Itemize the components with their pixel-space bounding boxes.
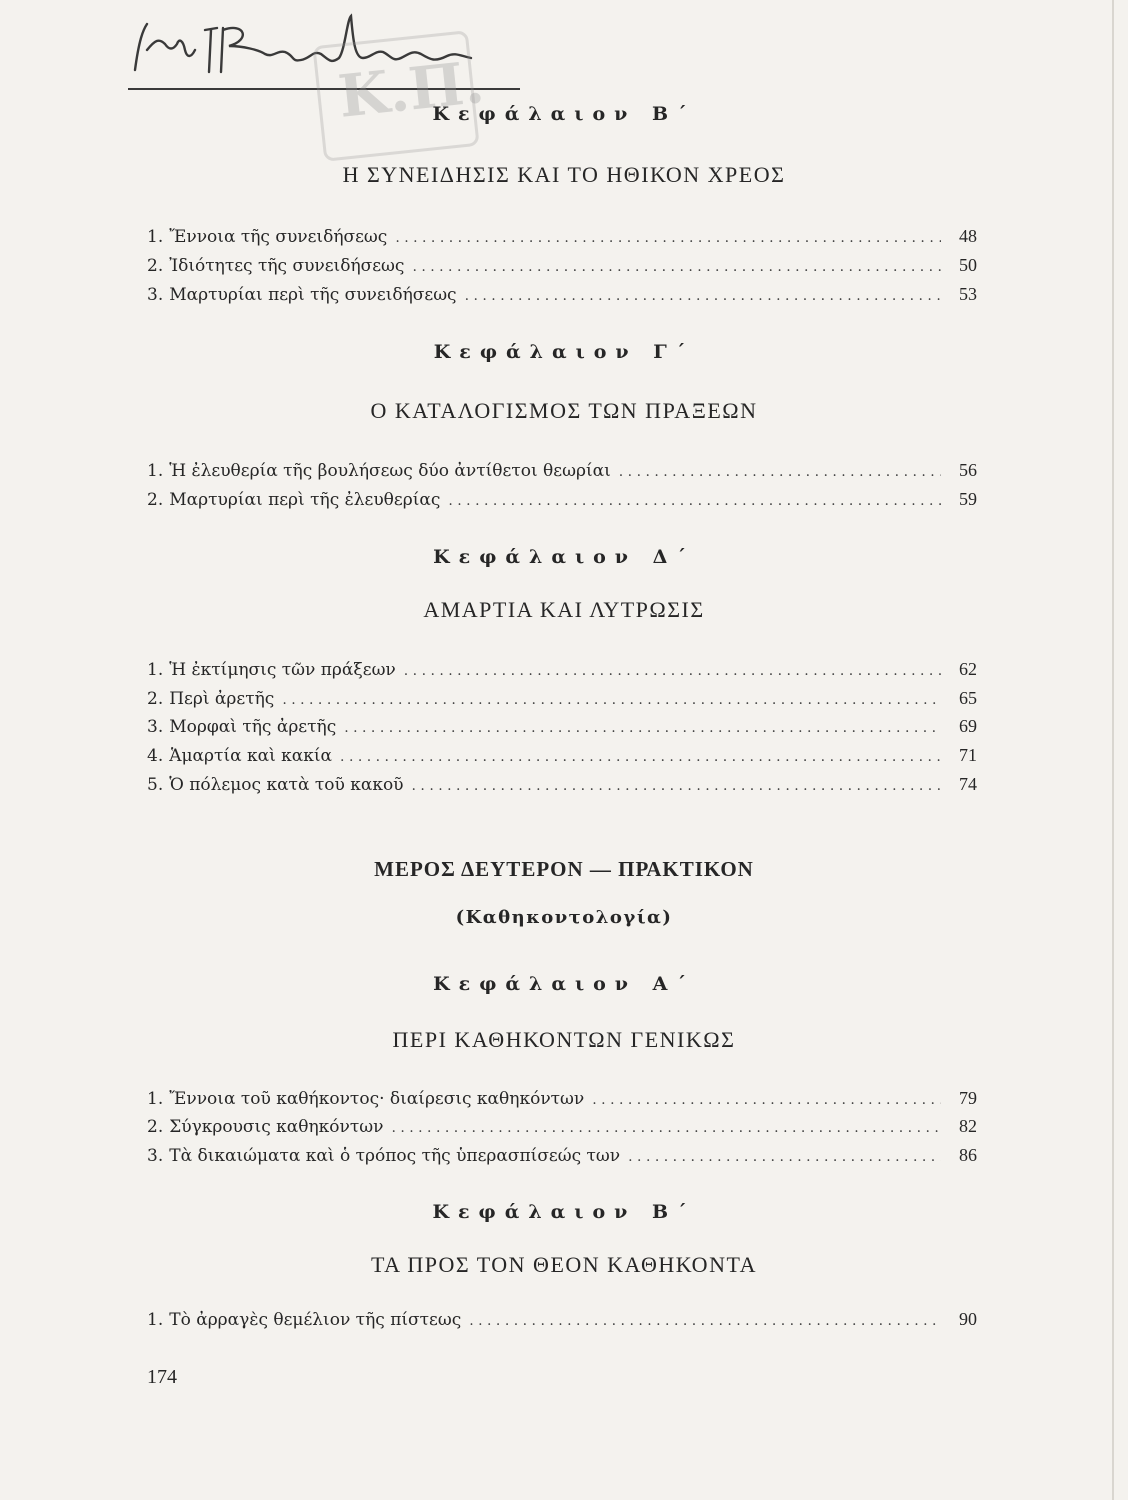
toc-entry[interactable] <box>147 716 977 742</box>
leader-dots <box>282 692 941 708</box>
toc-entry[interactable] <box>147 460 977 486</box>
leader-dots <box>628 1149 941 1165</box>
entry-number: 4. <box>147 746 164 766</box>
entry-number: 2. <box>147 256 164 276</box>
entry-number: 1. <box>147 227 164 247</box>
toc-entry[interactable] <box>147 745 977 771</box>
entry-number: 3. <box>147 1146 164 1166</box>
chapter-title: Η ΣΥΝΕΙΔΗΣΙΣ ΚΑΙ ΤΟ ΗΘΙΚΟΝ ΧΡΕΟΣ <box>342 162 786 187</box>
entry-page: 65 <box>959 688 977 708</box>
entry-number: 2. <box>147 689 164 709</box>
leader-dots <box>448 493 941 509</box>
leader-dots <box>395 230 941 246</box>
chapter-title: ΠΕΡΙ ΚΑΘΗΚΟΝΤΩΝ ΓΕΝΙΚΩΣ <box>392 1027 736 1052</box>
entry-text: Ἔννοια τοῦ καθήκοντος· διαίρεσις καθηκόντων <box>169 1089 585 1109</box>
entry-text: Μαρτυρίαι περὶ τῆς ἐλευθερίας <box>169 490 441 510</box>
entry-number: 3. <box>147 285 164 305</box>
entry-number: 5. <box>147 775 164 795</box>
entry-page: 56 <box>959 460 977 480</box>
entry-text: Σύγκρουσις καθηκόντων <box>169 1117 384 1137</box>
entry-page: 50 <box>959 255 977 275</box>
chapter-heading: Κεφάλαιον Γ΄ <box>433 341 695 363</box>
leader-dots <box>404 663 941 679</box>
part-subtitle: (Καθηκοντολογία) <box>455 907 673 928</box>
entry-page: 71 <box>959 745 977 765</box>
chapter-title: ΤΑ ΠΡΟΣ ΤΟΝ ΘΕΟΝ ΚΑΘΗΚΟΝΤΑ <box>370 1252 758 1277</box>
entry-number: 1. <box>147 461 164 481</box>
entry-text: Ἡ ἐκτίμησις τῶν πράξεων <box>169 660 396 680</box>
toc-entry[interactable] <box>147 489 977 515</box>
entry-page: 79 <box>959 1088 977 1108</box>
page-number: 174 <box>147 1366 177 1388</box>
toc-entry[interactable] <box>147 1116 977 1142</box>
entry-text: Τὰ δικαιώματα καὶ ὁ τρόπος τῆς ὑπερασπίσεώς των <box>169 1146 621 1166</box>
entry-number: 2. <box>147 490 164 510</box>
chapter-heading: Κεφάλαιον Α΄ <box>433 973 695 995</box>
leader-dots <box>469 1313 941 1329</box>
toc-entry[interactable] <box>147 1145 977 1171</box>
entry-number: 3. <box>147 717 164 737</box>
toc-entry[interactable] <box>147 659 977 685</box>
part-title: ΜΕΡΟΣ ΔΕΥΤΕΡΟΝ — ΠΡΑΚΤΙΚΟΝ <box>374 857 754 881</box>
entry-number: 2. <box>147 1117 164 1137</box>
leader-dots <box>465 288 941 304</box>
toc-entry[interactable] <box>147 284 977 310</box>
leader-dots <box>412 778 941 794</box>
toc-entry[interactable] <box>147 255 977 281</box>
leader-dots <box>344 720 941 736</box>
toc-entry[interactable] <box>147 1309 977 1335</box>
entry-text: Ἁμαρτία καὶ κακία <box>169 746 333 766</box>
entry-text: Μαρτυρίαι περὶ τῆς συνειδήσεως <box>169 285 457 305</box>
stamp-text: Κ.Π. <box>335 47 488 131</box>
entry-page: 82 <box>959 1116 977 1136</box>
toc-entry[interactable] <box>147 1088 977 1114</box>
entry-text: Περὶ ἀρετῆς <box>169 689 275 709</box>
entry-page: 74 <box>959 774 977 794</box>
chapter-title: ΑΜΑΡΤΙΑ ΚΑΙ ΛΥΤΡΩΣΙΣ <box>423 597 705 622</box>
toc-entry[interactable] <box>147 774 977 800</box>
toc-entry[interactable] <box>147 688 977 714</box>
leader-dots <box>619 464 941 480</box>
entry-number: 1. <box>147 1310 164 1330</box>
chapter-title: Ο ΚΑΤΑΛΟΓΙΣΜΟΣ ΤΩΝ ΠΡΑΞΕΩΝ <box>370 398 758 423</box>
entry-page: 86 <box>959 1145 977 1165</box>
entry-number: 1. <box>147 1089 164 1109</box>
leader-dots <box>391 1120 941 1136</box>
entry-page: 53 <box>959 284 977 304</box>
chapter-heading: Κεφάλαιον Δ΄ <box>433 546 695 568</box>
entry-page: 62 <box>959 659 977 679</box>
entry-page: 59 <box>959 489 977 509</box>
chapter-heading: Κεφάλαιον Β΄ <box>432 1201 696 1223</box>
entry-page: 90 <box>959 1309 977 1329</box>
leader-dots <box>340 749 941 765</box>
entry-text: Ἰδιότητες τῆς συνειδήσεως <box>169 256 405 276</box>
leader-dots <box>592 1092 941 1108</box>
entry-page: 48 <box>959 226 977 246</box>
chapter-heading: Κεφάλαιον Β΄ <box>432 103 696 125</box>
entry-number: 1. <box>147 660 164 680</box>
entry-text: Ἡ ἐλευθερία τῆς βουλήσεως δύο ἀντίθετοι θεωρίαι <box>169 461 611 481</box>
stamp <box>312 30 488 162</box>
entry-text: Μορφαὶ τῆς ἀρετῆς <box>169 717 337 737</box>
entry-text: Ὁ πόλεμος κατὰ τοῦ κακοῦ <box>169 775 404 795</box>
toc-entry[interactable] <box>147 226 977 252</box>
entry-text: Τὸ ἀρραγὲς θεμέλιον τῆς πίστεως <box>169 1310 462 1330</box>
entry-text: Ἔννοια τῆς συνειδήσεως <box>169 227 388 247</box>
entry-page: 69 <box>959 716 977 736</box>
leader-dots <box>412 259 941 275</box>
bleed-through <box>430 310 452 344</box>
